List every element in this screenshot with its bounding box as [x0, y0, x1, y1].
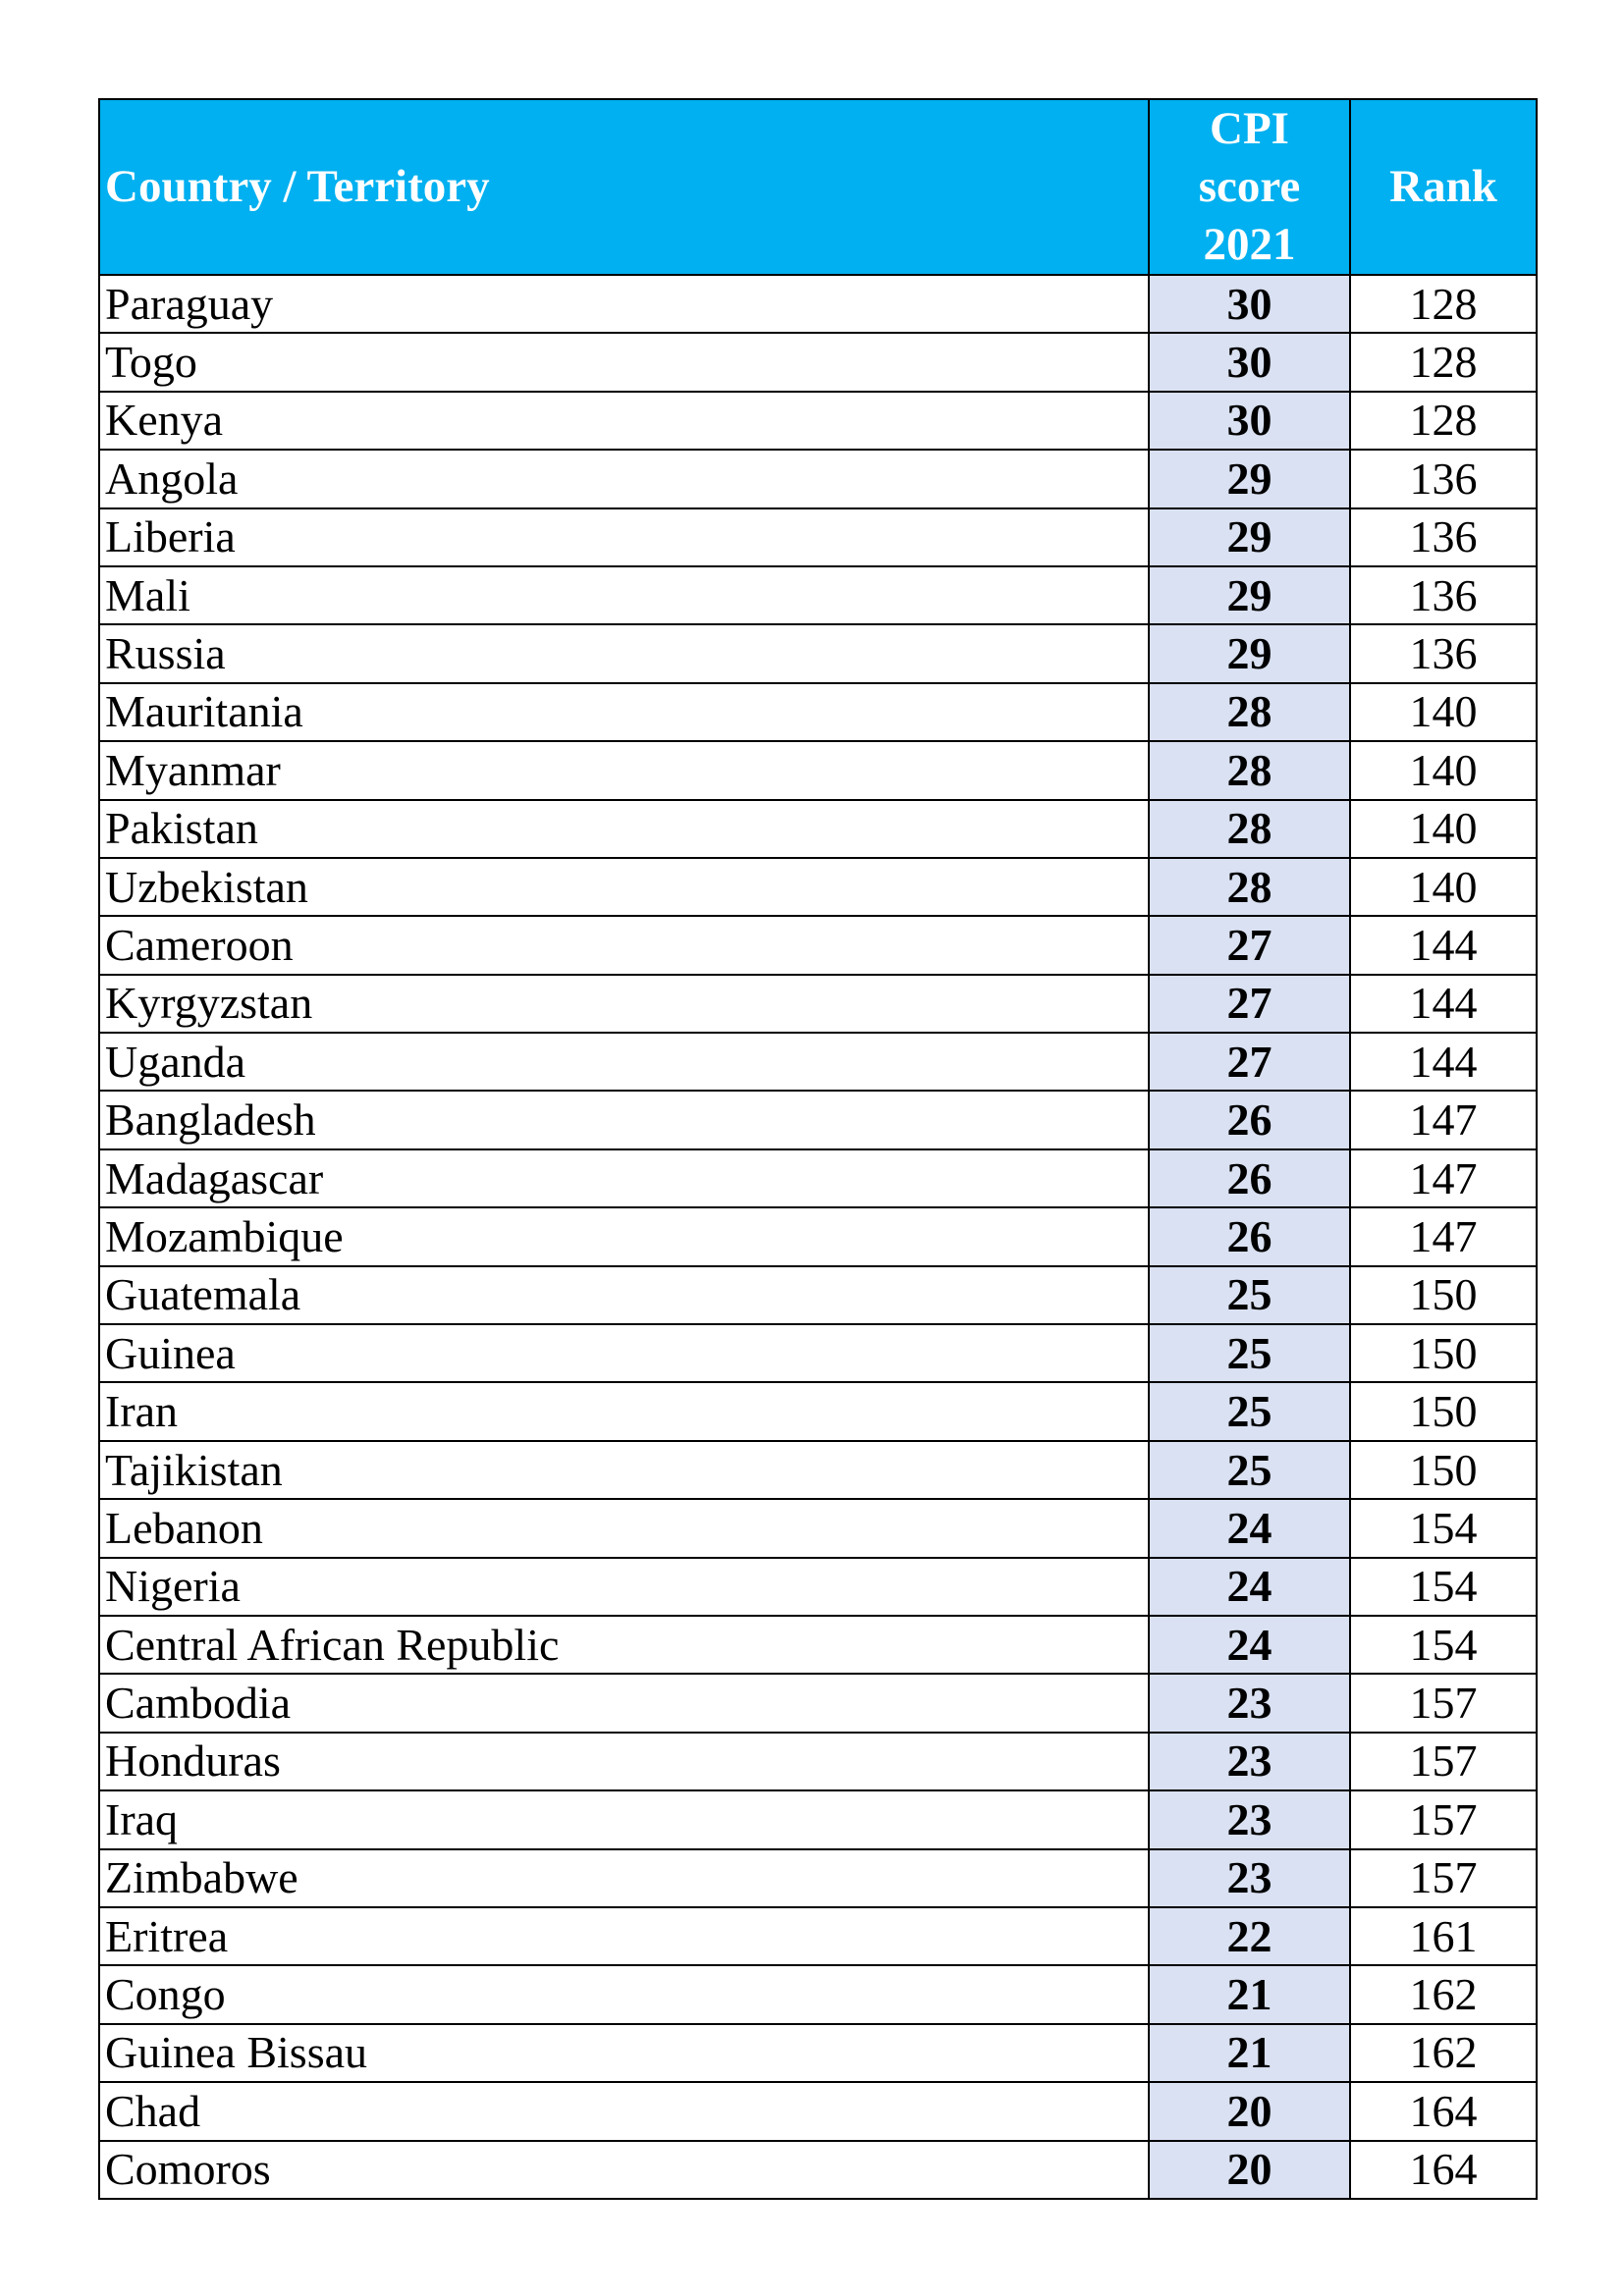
rank-cell: 154 — [1350, 1499, 1537, 1557]
country-cell: Myanmar — [99, 741, 1149, 799]
country-cell: Madagascar — [99, 1149, 1149, 1207]
header-country: Country / Territory — [99, 99, 1149, 275]
table-row — [99, 1441, 1537, 1499]
country-cell: Central African Republic — [99, 1616, 1149, 1674]
cpi-score-cell: 21 — [1149, 1965, 1350, 2023]
table-row — [99, 1033, 1537, 1091]
country-cell: Guinea — [99, 1324, 1149, 1382]
country-cell: Togo — [99, 333, 1149, 391]
cpi-score-cell: 24 — [1149, 1616, 1350, 1674]
rank-cell: 144 — [1350, 1033, 1537, 1091]
rank-cell: 140 — [1350, 683, 1537, 741]
rank-cell: 164 — [1350, 2141, 1537, 2199]
country-cell: Angola — [99, 450, 1149, 507]
cpi-score-cell: 29 — [1149, 508, 1350, 566]
country-cell: Pakistan — [99, 800, 1149, 858]
rank-cell: 157 — [1350, 1790, 1537, 1848]
table-row — [99, 1907, 1537, 1965]
cpi-score-cell: 23 — [1149, 1790, 1350, 1848]
cpi-score-cell: 25 — [1149, 1324, 1350, 1382]
rank-cell: 154 — [1350, 1616, 1537, 1674]
table-body — [99, 275, 1537, 2199]
cpi-score-cell: 21 — [1149, 2024, 1350, 2082]
table-row — [99, 1382, 1537, 1440]
table-row — [99, 2082, 1537, 2140]
table-row — [99, 2141, 1537, 2199]
table-row — [99, 508, 1537, 566]
cpi-score-cell: 28 — [1149, 800, 1350, 858]
cpi-score-cell: 29 — [1149, 450, 1350, 507]
table-row — [99, 1674, 1537, 1732]
rank-cell: 150 — [1350, 1382, 1537, 1440]
cpi-score-cell: 23 — [1149, 1849, 1350, 1907]
rank-cell: 140 — [1350, 800, 1537, 858]
cpi-score-cell: 29 — [1149, 624, 1350, 682]
country-cell: Cambodia — [99, 1674, 1149, 1732]
cpi-score-cell: 28 — [1149, 683, 1350, 741]
header-cpi-score-line1: CPI — [1210, 103, 1289, 154]
cpi-score-cell: 24 — [1149, 1558, 1350, 1616]
country-cell: Kyrgyzstan — [99, 975, 1149, 1033]
rank-cell: 136 — [1350, 566, 1537, 624]
cpi-score-cell: 27 — [1149, 1033, 1350, 1091]
table-row — [99, 2024, 1537, 2082]
table-row — [99, 858, 1537, 916]
country-cell: Mauritania — [99, 683, 1149, 741]
cpi-score-cell: 25 — [1149, 1266, 1350, 1324]
country-cell: Iraq — [99, 1790, 1149, 1848]
country-cell: Zimbabwe — [99, 1849, 1149, 1907]
table-row — [99, 566, 1537, 624]
rank-cell: 150 — [1350, 1324, 1537, 1382]
table-row — [99, 916, 1537, 974]
rank-cell: 128 — [1350, 392, 1537, 450]
country-cell: Lebanon — [99, 1499, 1149, 1557]
table-row — [99, 624, 1537, 682]
rank-cell: 161 — [1350, 1907, 1537, 1965]
table-row — [99, 800, 1537, 858]
table-row — [99, 392, 1537, 450]
table-row — [99, 450, 1537, 507]
table-row — [99, 975, 1537, 1033]
country-cell: Comoros — [99, 2141, 1149, 2199]
rank-cell: 140 — [1350, 858, 1537, 916]
cpi-score-cell: 30 — [1149, 275, 1350, 333]
cpi-score-cell: 27 — [1149, 975, 1350, 1033]
rank-cell: 128 — [1350, 333, 1537, 391]
table-row — [99, 1733, 1537, 1790]
table-row — [99, 1091, 1537, 1148]
header-rank: Rank — [1350, 99, 1537, 275]
rank-cell: 128 — [1350, 275, 1537, 333]
country-cell: Iran — [99, 1382, 1149, 1440]
cpi-score-cell: 26 — [1149, 1149, 1350, 1207]
rank-cell: 144 — [1350, 916, 1537, 974]
header-row — [99, 99, 1537, 275]
header-cpi-score — [1149, 99, 1350, 275]
rank-cell: 157 — [1350, 1733, 1537, 1790]
table-row — [99, 1324, 1537, 1382]
table-row — [99, 1965, 1537, 2023]
cpi-score-cell: 24 — [1149, 1499, 1350, 1557]
rank-cell: 144 — [1350, 975, 1537, 1033]
country-cell: Chad — [99, 2082, 1149, 2140]
table-row — [99, 1849, 1537, 1907]
cpi-score-cell: 30 — [1149, 333, 1350, 391]
cpi-score-cell: 30 — [1149, 392, 1350, 450]
cpi-score-cell: 25 — [1149, 1382, 1350, 1440]
country-cell: Nigeria — [99, 1558, 1149, 1616]
table-row — [99, 1149, 1537, 1207]
cpi-score-cell: 29 — [1149, 566, 1350, 624]
country-cell: Russia — [99, 624, 1149, 682]
table-row — [99, 1266, 1537, 1324]
rank-cell: 147 — [1350, 1091, 1537, 1148]
table-row — [99, 741, 1537, 799]
country-cell: Mali — [99, 566, 1149, 624]
table-row — [99, 1616, 1537, 1674]
rank-cell: 147 — [1350, 1207, 1537, 1265]
country-cell: Guinea Bissau — [99, 2024, 1149, 2082]
table-row — [99, 1790, 1537, 1848]
rank-cell: 147 — [1350, 1149, 1537, 1207]
cpi-score-cell: 26 — [1149, 1207, 1350, 1265]
country-cell: Cameroon — [99, 916, 1149, 974]
cpi-score-cell: 23 — [1149, 1674, 1350, 1732]
country-cell: Paraguay — [99, 275, 1149, 333]
rank-cell: 150 — [1350, 1266, 1537, 1324]
rank-cell: 157 — [1350, 1849, 1537, 1907]
country-cell: Eritrea — [99, 1907, 1149, 1965]
header-cpi-score-line3: 2021 — [1203, 219, 1296, 270]
country-cell: Mozambique — [99, 1207, 1149, 1265]
table-row — [99, 275, 1537, 333]
rank-cell: 150 — [1350, 1441, 1537, 1499]
table-row — [99, 1558, 1537, 1616]
cpi-score-cell: 20 — [1149, 2141, 1350, 2199]
table-header — [99, 99, 1537, 275]
rank-cell: 136 — [1350, 508, 1537, 566]
table-row — [99, 1499, 1537, 1557]
country-cell: Uzbekistan — [99, 858, 1149, 916]
cpi-table — [98, 98, 1538, 2200]
cpi-score-cell: 22 — [1149, 1907, 1350, 1965]
country-cell: Honduras — [99, 1733, 1149, 1790]
rank-cell: 140 — [1350, 741, 1537, 799]
rank-cell: 164 — [1350, 2082, 1537, 2140]
rank-cell: 154 — [1350, 1558, 1537, 1616]
rank-cell: 157 — [1350, 1674, 1537, 1732]
country-cell: Congo — [99, 1965, 1149, 2023]
country-cell: Bangladesh — [99, 1091, 1149, 1148]
rank-cell: 136 — [1350, 450, 1537, 507]
rank-cell: 136 — [1350, 624, 1537, 682]
country-cell: Tajikistan — [99, 1441, 1149, 1499]
rank-cell: 162 — [1350, 1965, 1537, 2023]
country-cell: Guatemala — [99, 1266, 1149, 1324]
cpi-score-cell: 27 — [1149, 916, 1350, 974]
cpi-score-cell: 25 — [1149, 1441, 1350, 1499]
cpi-score-cell: 28 — [1149, 858, 1350, 916]
table-row — [99, 683, 1537, 741]
cpi-score-cell: 26 — [1149, 1091, 1350, 1148]
country-cell: Uganda — [99, 1033, 1149, 1091]
header-cpi-score-line2: score — [1198, 161, 1301, 212]
cpi-score-cell: 20 — [1149, 2082, 1350, 2140]
cpi-score-cell: 23 — [1149, 1733, 1350, 1790]
table-row — [99, 1207, 1537, 1265]
country-cell: Liberia — [99, 508, 1149, 566]
table-row — [99, 333, 1537, 391]
cpi-score-cell: 28 — [1149, 741, 1350, 799]
rank-cell: 162 — [1350, 2024, 1537, 2082]
country-cell: Kenya — [99, 392, 1149, 450]
